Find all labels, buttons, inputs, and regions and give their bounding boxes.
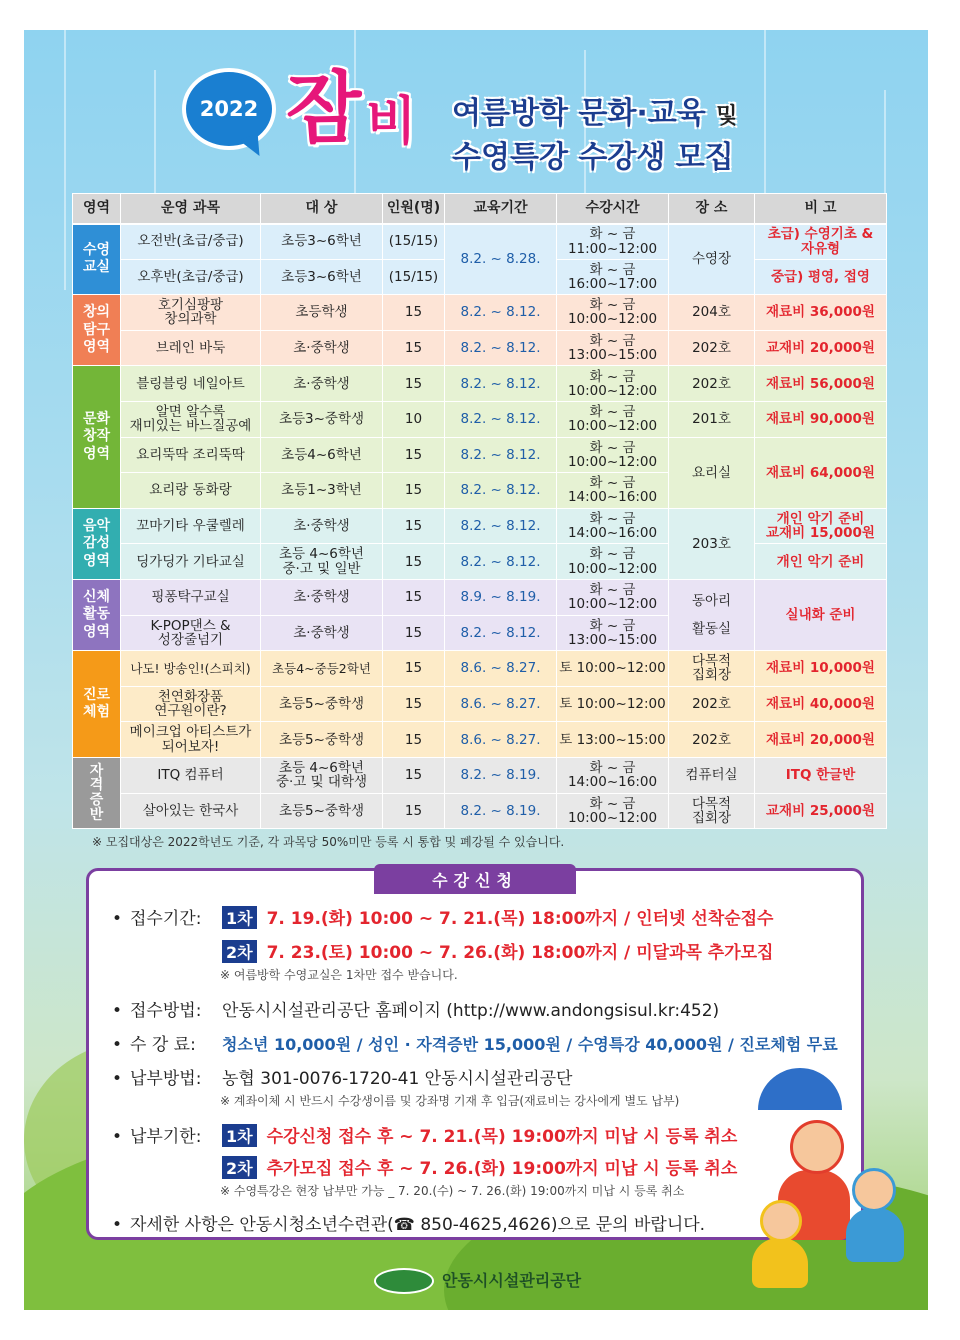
due-second: 추가모집 접수 후 ~ 7. 26.(화) 19:00까지 미납 시 등록 취소 bbox=[266, 1159, 738, 1179]
target-cell: 초등5~중학생 bbox=[261, 686, 383, 722]
subtitle-line1-text: 여름방학 문화·교육 bbox=[452, 96, 706, 131]
period-cell: 8.2. ~ 8.12. bbox=[445, 473, 557, 509]
target-cell: 초등4~중등2학년 bbox=[261, 651, 383, 687]
place-cell: 202호 bbox=[669, 330, 755, 366]
header-cell: 대 상 bbox=[261, 194, 383, 224]
target-cell: 초·중학생 bbox=[261, 579, 383, 615]
kid-face-icon bbox=[852, 1168, 896, 1212]
period-line-2 bbox=[112, 938, 773, 963]
bullet: • bbox=[112, 909, 123, 929]
place-cell: 동아리 활동실 bbox=[669, 579, 755, 650]
table-row bbox=[73, 366, 887, 402]
time-cell: 화 ~ 금 10:00~12:00 bbox=[557, 437, 669, 473]
header-cell: 비 고 bbox=[755, 194, 887, 224]
count-cell: 15 bbox=[383, 366, 445, 402]
course-cell: ITQ 컴퓨터 bbox=[121, 757, 261, 793]
pay-line bbox=[112, 1064, 572, 1089]
org-logo-icon bbox=[374, 1268, 434, 1294]
place-cell: 203호 bbox=[669, 508, 755, 579]
kid-face-icon bbox=[760, 1200, 802, 1242]
period-cell: 8.2. ~ 8.28. bbox=[445, 224, 557, 295]
note-cell: 교재비 25,000원 bbox=[755, 793, 887, 829]
note-cell: 재료비 56,000원 bbox=[755, 366, 887, 402]
category-cell: 수영 교실 bbox=[73, 224, 121, 295]
place-cell: 204호 bbox=[669, 295, 755, 331]
period-cell: 8.2. ~ 8.12. bbox=[445, 366, 557, 402]
place-cell: 다목적 집회장 bbox=[669, 651, 755, 687]
count-cell: 15 bbox=[383, 330, 445, 366]
time-cell: 화 ~ 금 14:00~16:00 bbox=[557, 508, 669, 544]
fee-value: 청소년 10,000원 / 성인 · 자격증반 15,000원 / 수영특강 40,000원 / 진로체험 무료 bbox=[222, 1035, 838, 1054]
period-cell: 8.2. ~ 8.12. bbox=[445, 615, 557, 651]
fee-label: 수 강 료: bbox=[130, 1035, 196, 1055]
bullet: • bbox=[112, 1069, 123, 1089]
due-line-1 bbox=[112, 1122, 737, 1147]
count-cell: 15 bbox=[383, 508, 445, 544]
table-row bbox=[73, 686, 887, 722]
category-cell: 진로 체험 bbox=[73, 651, 121, 758]
target-cell: 초등1~3학년 bbox=[261, 473, 383, 509]
period-cell: 8.2. ~ 8.12. bbox=[445, 544, 557, 580]
header-cell: 운영 과목 bbox=[121, 194, 261, 224]
target-cell: 초·중학생 bbox=[261, 366, 383, 402]
time-cell: 화 ~ 금 16:00~17:00 bbox=[557, 259, 669, 295]
note-cell: ITQ 한글반 bbox=[755, 757, 887, 793]
time-cell: 화 ~ 금 14:00~16:00 bbox=[557, 473, 669, 509]
target-cell: 초등5~중학생 bbox=[261, 722, 383, 758]
note-cell: 재료비 36,000원 bbox=[755, 295, 887, 331]
year-bubble bbox=[182, 68, 276, 150]
course-cell: 알면 알수록 재미있는 바느질공예 bbox=[121, 401, 261, 437]
period-cell: 8.2. ~ 8.12. bbox=[445, 437, 557, 473]
table-row bbox=[73, 651, 887, 687]
pay-label: 납부방법: bbox=[130, 1069, 202, 1089]
table-row bbox=[73, 437, 887, 473]
course-cell: 메이크업 아티스트가 되어보자! bbox=[121, 722, 261, 758]
fee-line bbox=[112, 1030, 838, 1055]
contact-text: 자세한 사항은 안동시청소년수련관(☎ 850-4625,4626)으로 문의 바랍니다. bbox=[130, 1215, 706, 1235]
course-cell: 살아있는 한국사 bbox=[121, 793, 261, 829]
course-cell: 블링블링 네일아트 bbox=[121, 366, 261, 402]
year-text: 2022 bbox=[199, 97, 259, 121]
place-cell: 202호 bbox=[669, 366, 755, 402]
recruit-note: ※ 모집대상은 2022학년도 기준, 각 과목당 50%미만 등록 시 통합 및 폐강될 수 있습니다. bbox=[92, 835, 565, 849]
place-cell: 수영장 bbox=[669, 224, 755, 295]
time-cell: 화 ~ 금 10:00~12:00 bbox=[557, 401, 669, 437]
time-cell: 화 ~ 금 11:00~12:00 bbox=[557, 224, 669, 260]
course-cell: 오전반(초급/중급) bbox=[121, 224, 261, 260]
count-cell: 15 bbox=[383, 757, 445, 793]
due-first: 수강신청 접수 후 ~ 7. 21.(목) 19:00까지 미납 시 등록 취소 bbox=[266, 1127, 738, 1147]
note-cell: 재료비 10,000원 bbox=[755, 651, 887, 687]
bullet: • bbox=[112, 1001, 123, 1021]
time-cell: 토 10:00~12:00 bbox=[557, 651, 669, 687]
place-cell: 컴퓨터실 bbox=[669, 757, 755, 793]
header-cell: 수강시간 bbox=[557, 194, 669, 224]
header-cell: 교육기간 bbox=[445, 194, 557, 224]
note-cell: 재료비 90,000원 bbox=[755, 401, 887, 437]
due-line-2 bbox=[112, 1154, 737, 1179]
period-cell: 8.9. ~ 8.19. bbox=[445, 579, 557, 615]
table-header-row bbox=[73, 194, 887, 224]
place-cell: 요리실 bbox=[669, 437, 755, 508]
subtitle-line1 bbox=[452, 88, 737, 132]
period-cell: 8.2. ~ 8.19. bbox=[445, 757, 557, 793]
table-row bbox=[73, 508, 887, 544]
place-cell: 202호 bbox=[669, 686, 755, 722]
count-cell: 15 bbox=[383, 295, 445, 331]
period-cell: 8.6. ~ 8.27. bbox=[445, 651, 557, 687]
count-cell: (15/15) bbox=[383, 259, 445, 295]
table-row bbox=[73, 722, 887, 758]
category-cell: 신체 활동 영역 bbox=[73, 579, 121, 650]
time-cell: 화 ~ 금 14:00~16:00 bbox=[557, 757, 669, 793]
table-row bbox=[73, 224, 887, 260]
due-label: 납부기한: bbox=[130, 1127, 202, 1147]
time-cell: 토 13:00~15:00 bbox=[557, 722, 669, 758]
time-cell: 화 ~ 금 10:00~12:00 bbox=[557, 793, 669, 829]
note-cell: 실내화 준비 bbox=[755, 579, 887, 650]
note-cell: 재료비 20,000원 bbox=[755, 722, 887, 758]
time-cell: 화 ~ 금 13:00~15:00 bbox=[557, 330, 669, 366]
note-cell: 교재비 20,000원 bbox=[755, 330, 887, 366]
period-cell: 8.2. ~ 8.12. bbox=[445, 401, 557, 437]
course-cell: 핑퐁탁구교실 bbox=[121, 579, 261, 615]
count-cell: 15 bbox=[383, 722, 445, 758]
rain-streak bbox=[64, 30, 66, 290]
table-row bbox=[73, 401, 887, 437]
count-cell: 15 bbox=[383, 473, 445, 509]
target-cell: 초·중학생 bbox=[261, 330, 383, 366]
period-second: 7. 23.(토) 10:00 ~ 7. 26.(화) 18:00까지 / 미달과목 추가모집 bbox=[266, 943, 774, 963]
target-cell: 초등학생 bbox=[261, 295, 383, 331]
count-cell: 15 bbox=[383, 579, 445, 615]
due-note: ※ 수영특강은 현장 납부만 가능 _ 7. 20.(수) ~ 7. 26.(화) 19:00까지 미납 시 등록 취소 bbox=[220, 1184, 685, 1198]
title-small: 비 bbox=[366, 92, 417, 152]
course-cell: 오후반(초급/중급) bbox=[121, 259, 261, 295]
period-cell: 8.6. ~ 8.27. bbox=[445, 722, 557, 758]
apply-title: 수강신청 bbox=[374, 864, 576, 894]
count-cell: (15/15) bbox=[383, 224, 445, 260]
count-cell: 15 bbox=[383, 651, 445, 687]
period-first: 7. 19.(화) 10:00 ~ 7. 21.(목) 18:00까지 / 인터넷 선착순접수 bbox=[266, 909, 774, 929]
target-cell: 초등3~6학년 bbox=[261, 259, 383, 295]
count-cell: 10 bbox=[383, 401, 445, 437]
time-cell: 토 10:00~12:00 bbox=[557, 686, 669, 722]
table-row bbox=[73, 757, 887, 793]
place-cell: 202호 bbox=[669, 722, 755, 758]
pay-value: 농협 301-0076-1720-41 안동시시설관리공단 bbox=[222, 1069, 573, 1089]
note-cell: 중급) 평영, 접영 bbox=[755, 259, 887, 295]
course-cell: 요리뚝딱 조리뚝딱 bbox=[121, 437, 261, 473]
time-cell: 화 ~ 금 10:00~12:00 bbox=[557, 366, 669, 402]
period-cell: 8.6. ~ 8.27. bbox=[445, 686, 557, 722]
category-cell: 창의 탐구 영역 bbox=[73, 295, 121, 366]
category-cell: 음악 감성 영역 bbox=[73, 508, 121, 579]
header-cell: 영역 bbox=[73, 194, 121, 224]
course-cell: 천연화장품 연구원이란? bbox=[121, 686, 261, 722]
org-logo-text: 안동시시설관리공단 bbox=[442, 1271, 582, 1290]
contact-line bbox=[112, 1210, 705, 1235]
target-cell: 초등3~6학년 bbox=[261, 224, 383, 260]
note-cell: 재료비 40,000원 bbox=[755, 686, 887, 722]
bullet: • bbox=[112, 1215, 123, 1235]
due-badge-first: 1차 bbox=[222, 1124, 257, 1147]
place-cell: 다목적 집회장 bbox=[669, 793, 755, 829]
target-cell: 초등 4~6학년 중·고 및 일반 bbox=[261, 544, 383, 580]
period-line-1 bbox=[112, 904, 773, 929]
kid-raincoat-yellow bbox=[752, 1238, 808, 1288]
header-cell: 장 소 bbox=[669, 194, 755, 224]
place-cell: 201호 bbox=[669, 401, 755, 437]
course-cell: K-POP댄스 & 성장줄넘기 bbox=[121, 615, 261, 651]
time-cell: 화 ~ 금 10:00~12:00 bbox=[557, 544, 669, 580]
badge-first: 1차 bbox=[222, 906, 257, 929]
pay-note: ※ 계좌이체 시 반드시 수강생이름 및 강좌명 기재 후 입금(재료비는 강사에게 별도 납부) bbox=[220, 1094, 680, 1108]
method-line bbox=[112, 996, 719, 1021]
target-cell: 초등 4~6학년 중·고 및 대학생 bbox=[261, 757, 383, 793]
note-cell: 재료비 64,000원 bbox=[755, 437, 887, 508]
table-row bbox=[73, 544, 887, 580]
course-cell: 나도! 방송인!(스피치) bbox=[121, 651, 261, 687]
table-row bbox=[73, 793, 887, 829]
period-label: 접수기간: bbox=[130, 909, 202, 929]
subtitle-line2: 수영특강 수강생 모집 bbox=[452, 140, 734, 175]
method-value: 안동시시설관리공단 홈페이지 (http://www.andongsisul.kr:452) bbox=[222, 1001, 720, 1021]
time-cell: 화 ~ 금 10:00~12:00 bbox=[557, 579, 669, 615]
target-cell: 초등4~6학년 bbox=[261, 437, 383, 473]
note-cell: 개인 악기 준비 교재비 15,000원 bbox=[755, 508, 887, 544]
course-cell: 호기심팡팡 창의과학 bbox=[121, 295, 261, 331]
target-cell: 초등5~중학생 bbox=[261, 793, 383, 829]
count-cell: 15 bbox=[383, 437, 445, 473]
category-cell: 자 격 증 반 bbox=[73, 757, 121, 828]
course-cell: 꼬마기타 우쿨렐레 bbox=[121, 508, 261, 544]
table-row bbox=[73, 579, 887, 615]
title-big: 잠 bbox=[286, 64, 362, 154]
course-cell: 딩가딩가 기타교실 bbox=[121, 544, 261, 580]
count-cell: 15 bbox=[383, 544, 445, 580]
course-cell: 브레인 바둑 bbox=[121, 330, 261, 366]
bullet: • bbox=[112, 1127, 123, 1147]
course-cell: 요리랑 동화랑 bbox=[121, 473, 261, 509]
period-cell: 8.2. ~ 8.19. bbox=[445, 793, 557, 829]
target-cell: 초·중학생 bbox=[261, 615, 383, 651]
badge-second: 2차 bbox=[222, 940, 257, 963]
subtitle-and: 및 bbox=[716, 104, 738, 129]
table-row bbox=[73, 330, 887, 366]
bullet: • bbox=[112, 1035, 123, 1055]
time-cell: 화 ~ 금 13:00~15:00 bbox=[557, 615, 669, 651]
note-cell: 초급) 수영기초 & 자유형 bbox=[755, 224, 887, 260]
period-cell: 8.2. ~ 8.12. bbox=[445, 508, 557, 544]
count-cell: 15 bbox=[383, 793, 445, 829]
target-cell: 초·중학생 bbox=[261, 508, 383, 544]
count-cell: 15 bbox=[383, 686, 445, 722]
count-cell: 15 bbox=[383, 615, 445, 651]
method-label: 접수방법: bbox=[130, 1001, 202, 1021]
period-note: ※ 여름방학 수영교실은 1차만 접수 받습니다. bbox=[220, 968, 458, 982]
table-row bbox=[73, 295, 887, 331]
category-cell: 문화 창작 영역 bbox=[73, 366, 121, 508]
kid-raincoat-blue bbox=[846, 1208, 904, 1262]
kid-face-icon bbox=[790, 1120, 844, 1174]
target-cell: 초등3~중학생 bbox=[261, 401, 383, 437]
due-badge-second: 2차 bbox=[222, 1156, 257, 1179]
time-cell: 화 ~ 금 10:00~12:00 bbox=[557, 295, 669, 331]
header-cell: 인원(명) bbox=[383, 194, 445, 224]
period-cell: 8.2. ~ 8.12. bbox=[445, 295, 557, 331]
period-cell: 8.2. ~ 8.12. bbox=[445, 330, 557, 366]
note-cell: 개인 악기 준비 bbox=[755, 544, 887, 580]
program-table bbox=[72, 193, 887, 829]
